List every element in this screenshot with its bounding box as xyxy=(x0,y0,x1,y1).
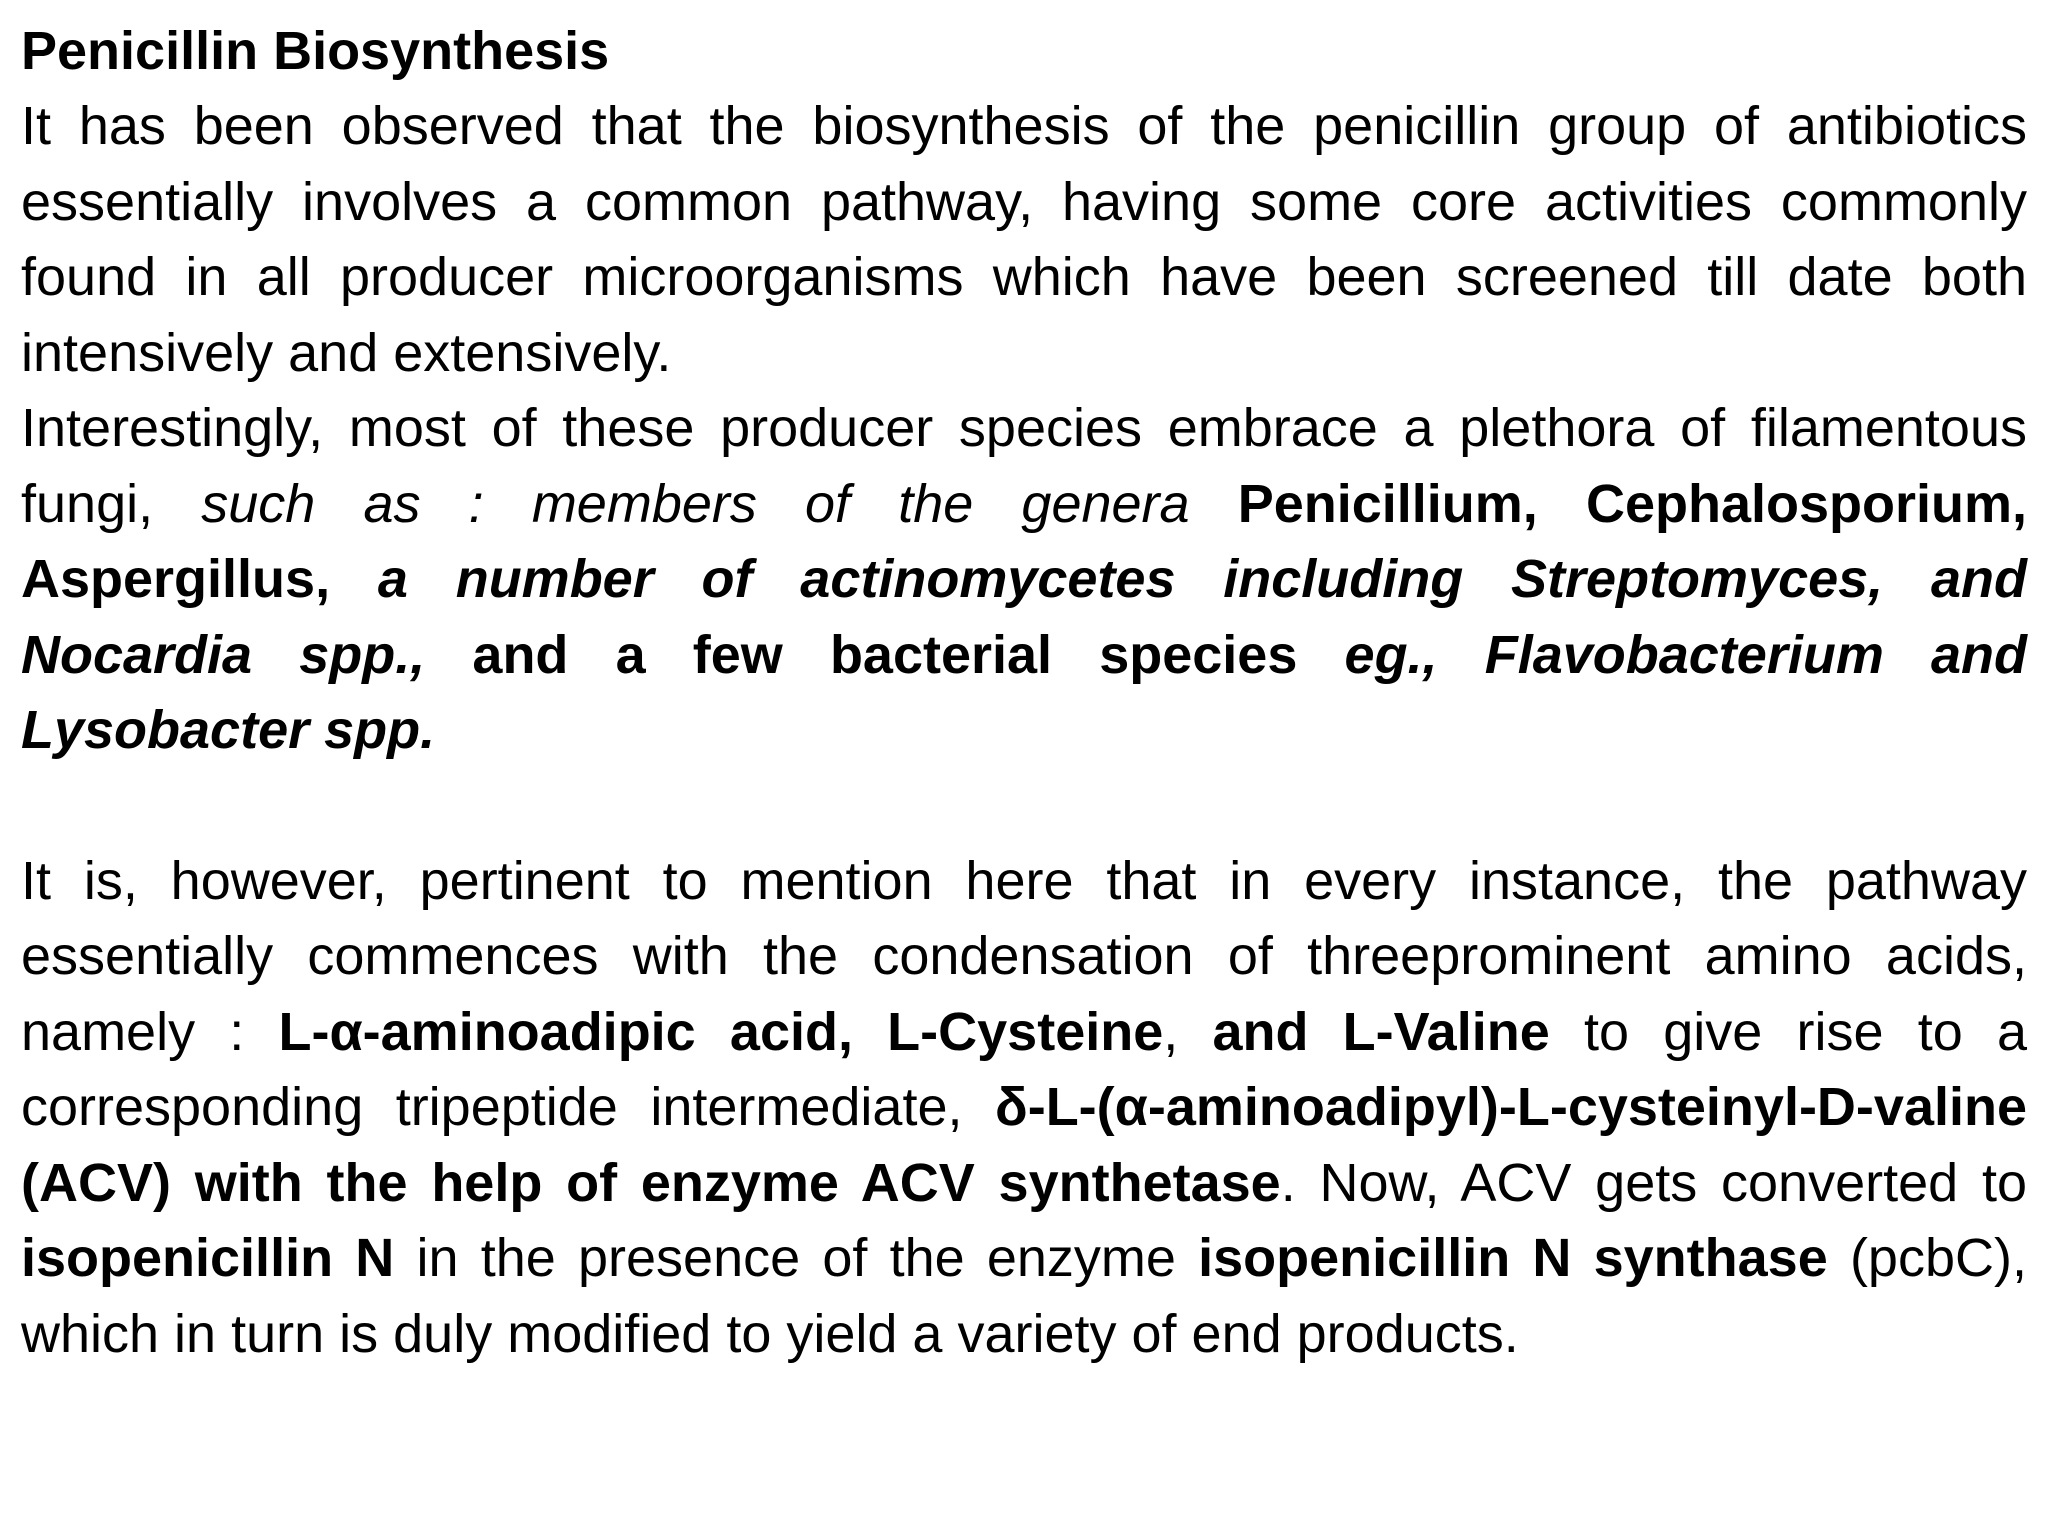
producers-bold-italic-actinomycetes: a number of actinomycetes including Streptomyces, and Nocardia spp., xyxy=(21,549,2027,685)
producers-bold-bacterial: and a few bacterial species xyxy=(425,624,1345,685)
pathway-bold-synthase: isopenicillin N synthase xyxy=(1198,1228,1828,1288)
pathway-text-2: to give rise to a corresponding tripeptide intermediate, xyxy=(21,1001,2027,1137)
pathway-comma: , xyxy=(1163,1001,1213,1062)
producers-bold-italic-bacteria: eg., Flavobacterium and Lysobacter spp. xyxy=(21,624,2027,760)
document-page xyxy=(21,14,2027,1372)
producers-italic-genera: such as : members of the genera xyxy=(201,473,1238,534)
paragraph-producers xyxy=(21,391,2027,769)
pathway-bold-isopenicillin: isopenicillin N xyxy=(21,1228,395,1288)
pathway-text-4: in the presence of the enzyme xyxy=(394,1228,1199,1288)
paragraph-spacer xyxy=(21,769,2027,844)
document-title: Penicillin Biosynthesis xyxy=(21,21,610,81)
pathway-bold-amino-acids: L-α-aminoadipic acid, L-Cysteine xyxy=(278,1001,1164,1062)
producers-bold-genera: Penicillium, Cephalosporium, Aspergillus, xyxy=(21,473,2027,609)
pathway-bold-valine: and L-Valine xyxy=(1212,1001,1550,1062)
pathway-text-3: . Now, ACV gets converted to xyxy=(1280,1152,2027,1213)
pathway-bold-acv: δ-L-(α-aminoadipyl)-L-cysteinyl-D-valine (ACV) with the help of enzyme ACV synthetase xyxy=(21,1077,2027,1213)
producers-text-1: Interestingly, most of these producer species embrace a plethora of filamentous fungi, xyxy=(21,398,2027,534)
pathway-text-5: (pcbC), which in turn is duly modified to yield a variety of end products. xyxy=(21,1228,2027,1364)
paragraph-pathway xyxy=(21,844,2027,1373)
paragraph-intro: It has been observed that the biosynthesis of the penicillin group of antibiotics essentially involves a common pathway, having some core activities commonly found in all producer microorganisms which have been screened till date both intensively and extensively. xyxy=(21,96,2027,383)
pathway-text-1: It is, however, pertinent to mention here that in every instance, the pathway essentially commences with the condensation of threeprominent amino acids, namely : xyxy=(21,850,2027,1062)
